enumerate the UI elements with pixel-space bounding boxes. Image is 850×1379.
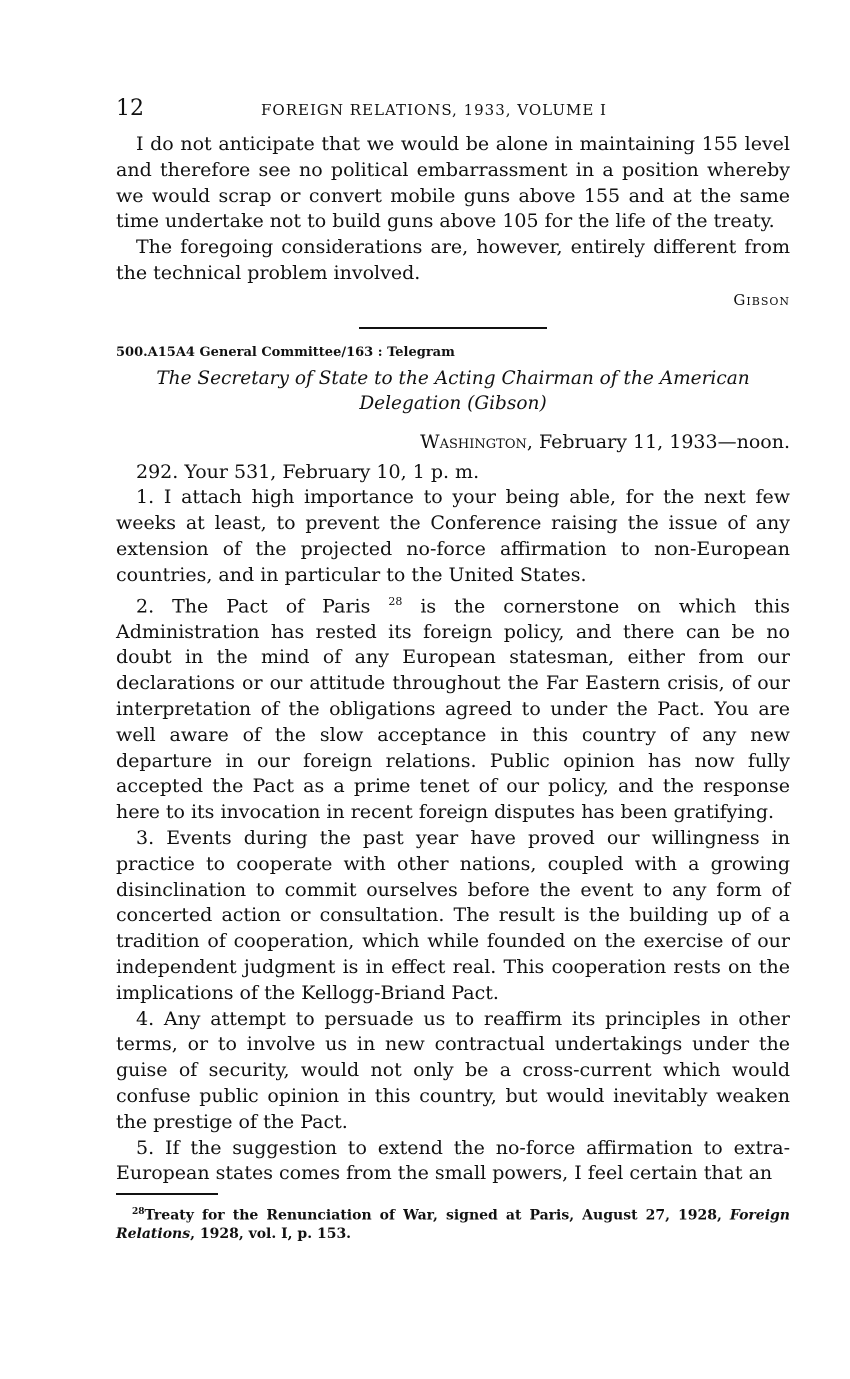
telegram-paragraph-2-start: 2. The Pact of Paris [136, 594, 371, 617]
footnote-text-italic: Foreign Relations [116, 1207, 790, 1242]
telegram-paragraph-4: 4. Any attempt to persuade us to reaffirm its principles in other terms, or to involve us in new contractual undertakings under the guise of security, would not only be a cross-current which would confuse public opinion in this country, but would inevitably weaken the prestige of the Pact. [116, 1007, 790, 1133]
dateline [116, 430, 790, 456]
continuation-paragraph-1: I do not anticipate that we would be alone in maintaining 155 level and therefore see no political embarrassment in a position whereby we would scrap or convert mobile guns above 155 and at the same time undertake not to build guns above 105 for the life of the treaty. [116, 133, 790, 233]
footnote [116, 1203, 790, 1243]
document-id: 500.A15A4 General Committee/163 : Telegram [116, 344, 455, 360]
telegram-paragraph-5: 5. If the suggestion to extend the no-force affirmation to extra-European states comes from the small powers, I feel certain that an [116, 1136, 790, 1185]
page-header [116, 96, 790, 132]
document-title-name: Gibson [474, 392, 540, 414]
telegram-paragraph-2 [116, 589, 790, 827]
telegram-paragraph-1: 1. I attach high importance to your being able, for the next few weeks at least, to prevent the Conference raising the issue of any extension of the projected no-force affirmation to non-European countries, and in particular to the United States. [116, 486, 790, 586]
footnote-rule [116, 1193, 218, 1195]
dateline-place: Washington [420, 430, 527, 453]
signature: Gibson [733, 290, 790, 309]
telegram-paragraph-0: 292. Your 531, February 10, 1 p. m. [136, 460, 480, 483]
footnote-text-end: , 1928, vol. I, p. 153. [190, 1225, 352, 1242]
footnote-reference[interactable]: 28 [388, 594, 403, 608]
document-page [116, 96, 790, 1243]
running-head: FOREIGN RELATIONS, 1933, VOLUME I [261, 101, 607, 119]
footnote-mark: 28 [132, 1207, 145, 1218]
section-divider [359, 327, 547, 329]
document-title-line-2c: ) [539, 392, 547, 414]
document-title [116, 366, 790, 416]
footnote-text-start: Treaty for the Renunciation of War, signed at Paris, August 27, 1928, [144, 1207, 730, 1224]
telegram-paragraph-3: 3. Events during the past year have proved our willingness in practice to cooperate with other nations, coupled with a growing disinclination to commit ourselves before the event to any form of concerted action or consultation. The result is the building up of a tradition of cooperation, which while founded on the exercise of our independent judgment is in effect real. This cooperation rests on the implications of the Kellogg-Briand Pact. [116, 827, 790, 1004]
continuation-paragraph-2: The foregoing considerations are, however, entirely different from the technical problem involved. [116, 236, 790, 284]
document-title-line-2a: Delegation ( [359, 392, 475, 414]
telegram-paragraph-2-rest: is the cornerstone on which this Administration has rested its foreign policy, and there can be no doubt in the mind of any European statesman, either from our declarations or our attitude throughout the Far Eastern crisis, of our interpretation of the obligations agreed to under the Pact. You are well aware of the slow acceptance in this country of any new departure in our foreign relations. Public opinion has now fully accepted the Pact as a prime tenet of our policy, and the response here to its invocation in recent foreign disputes has been gratifying. [116, 594, 790, 824]
telegram-body [116, 460, 790, 1188]
page-number: 12 [116, 96, 144, 121]
dateline-date: , February 11, 1933—noon. [526, 430, 790, 453]
continuation-text [116, 132, 790, 287]
document-title-line-1: The Secretary of State to the Acting Chairman of the American [156, 367, 750, 389]
